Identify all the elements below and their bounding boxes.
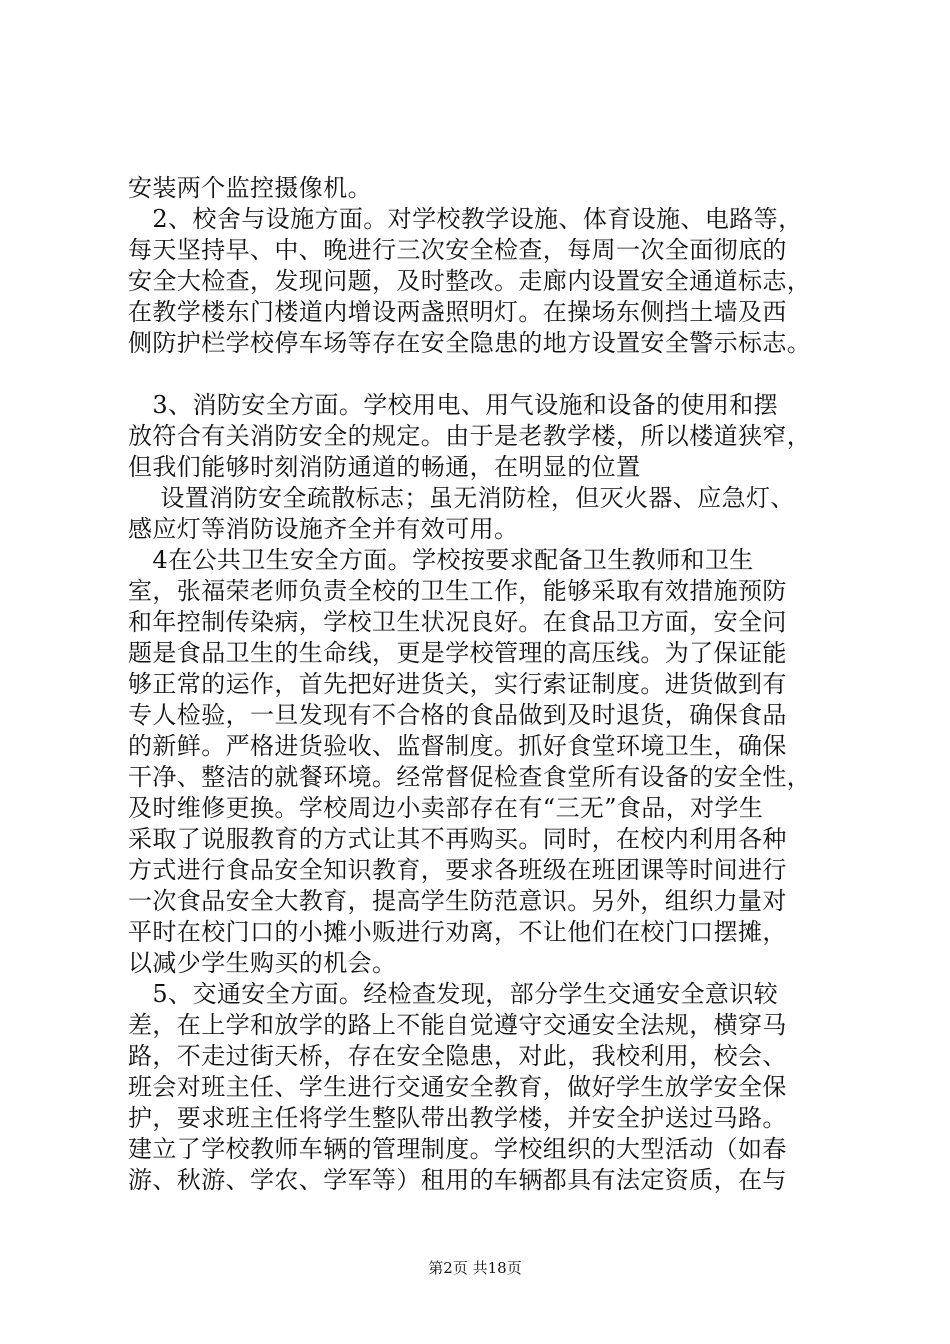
text-line: 护，要求班主任将学生整队带出教学楼，并安全护送过马路。 <box>128 1104 787 1132</box>
text-line: 及时维修更换。学校周边小卖部存在有“三无”食品，对学生 <box>128 794 764 822</box>
text-line: 侧防护栏学校停车场等存在安全隐患的地方设置安全警示标志。 <box>128 329 812 357</box>
text-line: 建立了学校教师车辆的管理制度。学校组织的大型活动（如春 <box>128 1135 787 1163</box>
text-line: 够正常的运作，首先把好进货关，实行索证制度。进货做到有 <box>128 670 787 698</box>
text-line: 差，在上学和放学的路上不能自觉遵守交通安全法规，横穿马 <box>128 1011 787 1039</box>
text-line: 干净、整洁的就餐环境。经常督促检查食堂所有设备的安全性， <box>128 763 812 791</box>
text-line: 安全大检查，发现问题，及时整改。走廊内设置安全通道标志， <box>128 267 812 295</box>
text-line: 专人检验，一旦发现有不合格的食品做到及时退货，确保食品 <box>128 701 787 729</box>
text-line: 以减少学生购买的机会。 <box>128 949 397 977</box>
text-line: 一次食品安全大教育，提高学生防范意识。另外，组织力量对 <box>128 887 787 915</box>
text-line: 感应灯等消防设施齐全并有效可用。 <box>128 515 519 543</box>
text-line: 采取了说服教育的方式让其不再购买。同时，在校内利用各种 <box>128 825 787 853</box>
text-line: 3、消防安全方面。学校用电、用气设施和设备的使用和摆 <box>128 391 779 419</box>
text-line: 但我们能够时刻消防通道的畅通，在明显的位置 <box>128 453 641 481</box>
text-line: 游、秋游、学农、学军等）租用的车辆都具有法定资质，在与 <box>128 1166 787 1194</box>
text-line: 安装两个监控摄像机。 <box>128 174 372 202</box>
text-line: 平时在校门口的小摊小贩进行劝离，不让他们在校门口摆摊， <box>128 918 787 946</box>
text-line: 的新鲜。严格进货验收、监督制度。抓好食堂环境卫生，确保 <box>128 732 787 760</box>
text-line: 题是食品卫生的生命线，更是学校管理的高压线。为了保证能 <box>128 639 787 667</box>
text-line: 在教学楼东门楼道内增设两盏照明灯。在操场东侧挡土墙及西 <box>128 298 787 326</box>
page-number-footer: 第2页 共18页 <box>428 1259 522 1277</box>
text-line: 放符合有关消防安全的规定。由于是老教学楼，所以楼道狭窄， <box>128 422 812 450</box>
text-line: 方式进行食品安全知识教育，要求各班级在班团课等时间进行 <box>128 856 787 884</box>
text-line: 路，不走过街天桥，存在安全隐患，对此，我校利用，校会、 <box>128 1042 787 1070</box>
text-line: 每天坚持早、中、晚进行三次安全检查，每周一次全面彻底的 <box>128 236 787 264</box>
text-line: 2、校舍与设施方面。对学校教学设施、体育设施、电路等， <box>128 205 803 233</box>
text-line: 5、交通安全方面。经检查发现，部分学生交通安全意识较 <box>128 980 779 1008</box>
text-line: 班会对班主任、学生进行交通安全教育，做好学生放学安全保 <box>128 1073 787 1101</box>
text-line: 4在公共卫生安全方面。学校按要求配备卫生教师和卫生 <box>128 546 754 574</box>
text-line: 室，张福荣老师负责全校的卫生工作，能够采取有效措施预防 <box>128 577 787 605</box>
text-line: 和年控制传染病，学校卫生状况良好。在食品卫方面，安全问 <box>128 608 787 636</box>
text-line: 设置消防安全疏散标志；虽无消防栓，但灭火器、应急灯、 <box>128 484 795 512</box>
